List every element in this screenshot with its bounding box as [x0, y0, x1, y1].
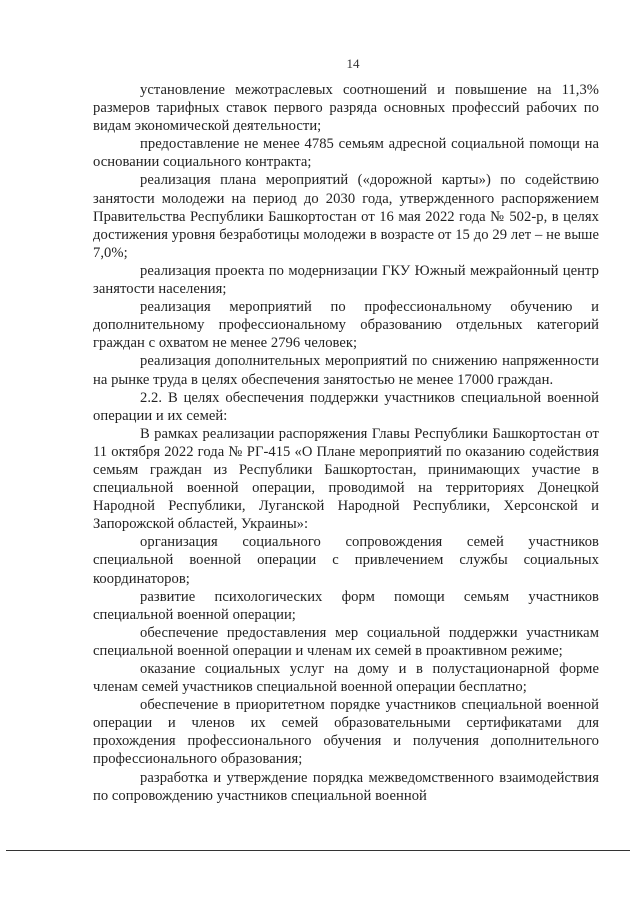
section-heading-paragraph: 2.2. В целях обеспечения поддержки участников специальной военной операции и их семей: [93, 389, 599, 424]
paragraph: реализация проекта по модернизации ГКУ Южный межрайонный центр занятости населения; [93, 262, 599, 298]
paragraph: предоставление не менее 4785 семьям адресной социальной помощи на основании социального контракта; [93, 136, 599, 171]
paragraph: организация социального сопровождения семей участников специальной военной операции с привлечением службы социальных координаторов; [93, 534, 599, 587]
paragraph: обеспечение в приоритетном порядке участников специальной военной операции и членов их семей образовательными сертификатами для прохождения профессионального обучения и получения дополнительного профессионального образования; [93, 697, 599, 768]
paragraph: обеспечение предоставления мер социальной поддержки участникам специальной военной операции и членам их семей в проактивном режиме; [93, 624, 599, 659]
paragraph: установление межотраслевых соотношений и повышение на 11,3% размеров тарифных ставок первого разряда основных профессий рабочих по видам экономической деятельности; [93, 82, 599, 135]
paragraph: разработка и утверждение порядка межведомственного взаимодействия по сопровождению участников специальной военной [93, 769, 599, 804]
paragraph: реализация дополнительных мероприятий по снижению напряженности на рынке труда в целях обеспечения занятостью не менее 17000 граждан. [93, 353, 599, 388]
document-body [93, 81, 599, 805]
paragraph: В рамках реализации распоряжения Главы Республики Башкортостан от 11 октября 2022 года № РГ-415 «О Плане мероприятий по оказанию содействия семьям граждан из Республики Башкортостан, принимающих участие в специальной военной операции, проводимой на территориях Донецкой Народной Республики, Луганской Народной Республики, Херсонской и Запорожской областей, Украины»: [93, 425, 599, 533]
footer-divider-line [6, 850, 630, 851]
paragraph: реализация плана мероприятий («дорожной карты») по содействию занятости молодежи на период до 2030 года, утвержденного распоряжением Правительства Республики Башкортостан от 16 мая 2022 года № 502-р, в целях достижения уровня безработицы молодежи в возрасте от 15 до 29 лет – не выше 7,0%; [93, 172, 599, 261]
paragraph: развитие психологических форм помощи семьям участников специальной военной операции; [93, 588, 599, 623]
paragraph: реализация мероприятий по профессиональному обучению и дополнительному профессиональному образованию отдельных категорий граждан с охватом не менее 2796 человек; [93, 299, 599, 352]
page-number: 14 [346, 56, 360, 71]
paragraph: оказание социальных услуг на дому и в полустационарной форме членам семей участников специальной военной операции бесплатно; [93, 661, 599, 696]
